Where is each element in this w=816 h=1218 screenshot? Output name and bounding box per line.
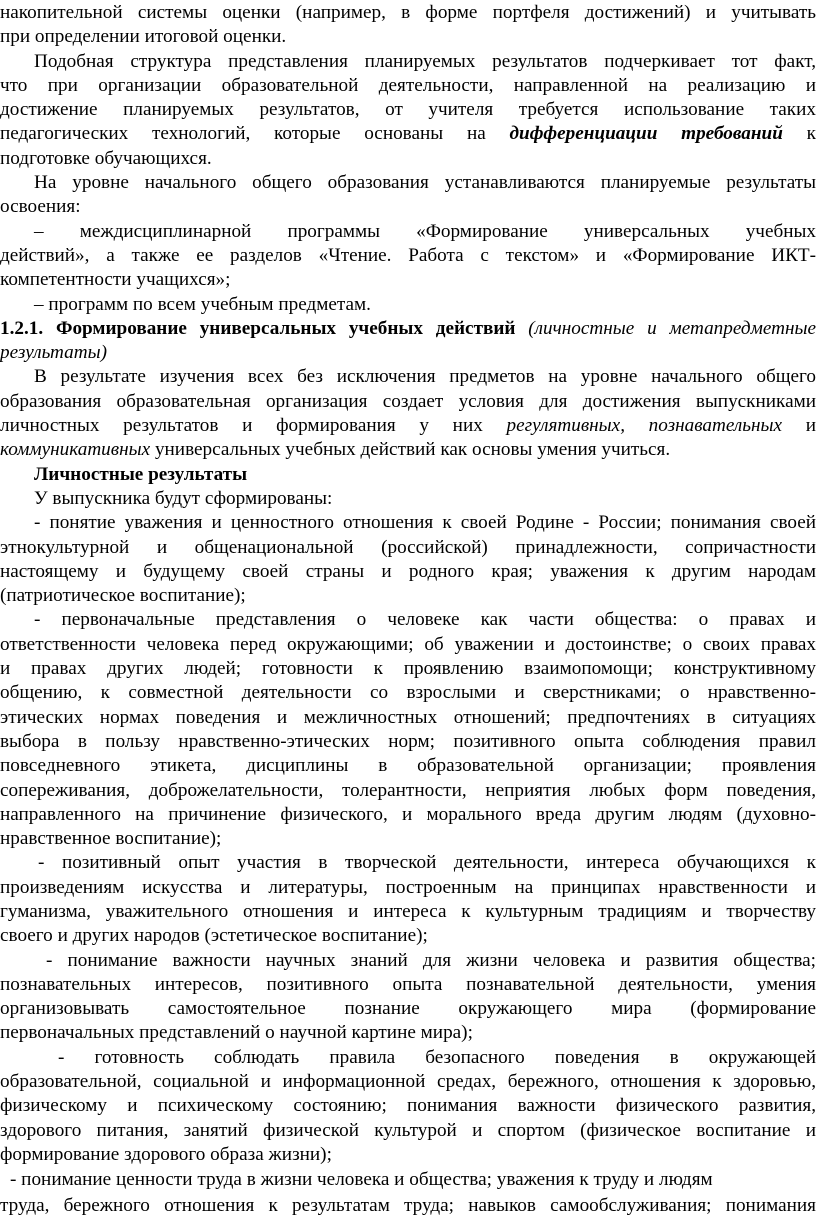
bold-italic-text: дифференциации требований [509, 123, 783, 145]
text-line [0, 997, 816, 1021]
text-line [0, 536, 816, 560]
text-line [0, 851, 816, 875]
text-run: - первоначальные представления о человеке как части общества: о правах и [34, 609, 816, 631]
text-run [515, 318, 528, 339]
text-line [0, 98, 816, 122]
text-run: – междисциплинарной программы «Формирование универсальных учебных [34, 220, 816, 242]
text-run: педагогических технологий, которые основаны на [0, 123, 510, 145]
text-line [0, 50, 816, 74]
text-line [0, 1046, 816, 1070]
text-run: своего и других народов (эстетическое воспитание); [0, 925, 428, 947]
text-line [0, 706, 816, 730]
text-run: и [782, 415, 816, 437]
text-line [0, 900, 816, 924]
text-line [0, 1021, 816, 1045]
text-line [0, 1094, 816, 1118]
italic-text: коммуникативных [0, 439, 151, 461]
text-line [0, 293, 816, 317]
text-run: - понимание ценности труда в жизни человека и общества; уважения к труду и людям [10, 1169, 713, 1191]
bold-text: 1.2.1. Формирование универсальных учебных действий [0, 317, 516, 339]
text-run: общению, к совместной деятельности со взрослыми и сверстниками; о нравственно- [0, 682, 816, 704]
text-run: действий», а также ее разделов «Чтение. Работа с текстом» и «Формирование ИКТ- [0, 244, 816, 266]
text-line [0, 195, 816, 219]
text-line [0, 876, 816, 900]
text-line [0, 608, 816, 632]
text-line [0, 511, 816, 535]
text-run: организовывать самостоятельное познание окружающего мира (формирование [0, 998, 816, 1020]
italic-text: результаты) [0, 342, 107, 364]
text-run: У выпускника будут сформированы: [34, 487, 333, 509]
text-line [0, 730, 816, 754]
document-body [0, 1, 816, 1218]
text-line [0, 584, 816, 608]
text-line [0, 1168, 816, 1192]
text-line [0, 1119, 816, 1143]
text-run: (патриотическое воспитание); [0, 585, 246, 607]
text-run: образования образовательная организация создает условия для достижения выпускниками [0, 390, 816, 412]
text-line [0, 25, 816, 49]
text-line [0, 171, 816, 195]
text-run: ответственности человека перед окружающими; об уважении и достоинстве; о своих правах [0, 633, 816, 655]
text-line [0, 365, 816, 389]
text-run: - понятие уважения и ценностного отношения к своей Родине - России; понимания своей [34, 512, 816, 534]
text-line [0, 74, 816, 98]
text-line [0, 754, 816, 778]
text-run: На уровне начального общего образования устанавливаются планируемые результаты [34, 172, 816, 194]
text-run: - позитивный опыт участия в творческой деятельности, интереса обучающихся к [38, 852, 816, 874]
text-line [0, 973, 816, 997]
text-run: подготовке обучающихся. [0, 147, 212, 169]
text-line [0, 463, 816, 487]
text-line [0, 487, 816, 511]
text-run: гуманизма, уважительного отношения и интереса к культурным традициям и творчеству [0, 900, 816, 922]
text-run: физическому и психическому состоянию; понимания важности физического развития, [0, 1095, 816, 1117]
text-run: - понимание важности научных знаний для жизни человека и развития общества; [46, 949, 816, 971]
text-line [0, 1070, 816, 1094]
text-run: здорового питания, занятий физической культурой и спортом (физическое воспитание и [0, 1119, 816, 1141]
text-line [0, 122, 816, 146]
text-line [0, 924, 816, 948]
text-line [0, 1194, 816, 1218]
text-line [0, 803, 816, 827]
text-line [0, 244, 816, 268]
text-line [0, 560, 816, 584]
text-line [0, 1143, 816, 1167]
text-run: образовательной, социальной и информационной средах, бережного, отношения к здоровью, [0, 1071, 816, 1093]
text-run: выбора в пользу нравственно-этических норм; позитивного опыта соблюдения правил [0, 730, 816, 752]
text-run: и правах других людей; готовности к проявлению взаимопомощи; конструктивному [0, 658, 816, 680]
text-run: В результате изучения всех без исключения предметов на уровне начального общего [34, 366, 816, 388]
text-run: этических нормах поведения и межличностных отношений; предпочтениях в ситуациях [0, 706, 816, 728]
text-run: произведениям искусства и литературы, построенным на принципах нравственности и [0, 876, 816, 898]
text-line [0, 827, 816, 851]
text-line [0, 317, 816, 341]
text-run: направленного на причинение физического, и морального вреда другим людям (духовно- [0, 803, 816, 825]
text-line [0, 438, 816, 462]
text-line [0, 779, 816, 803]
text-line [0, 657, 816, 681]
bold-text: Личностные результаты [34, 463, 248, 485]
text-run: труда, бережного отношения к результатам труда; навыков самообслуживания; понимания [0, 1194, 816, 1216]
text-run: - готовность соблюдать правила безопасного поведения в окружающей [58, 1046, 816, 1068]
text-run: к [782, 123, 816, 145]
text-line [0, 681, 816, 705]
text-run: личностных результатов и формирования у них [0, 415, 507, 437]
text-run: этнокультурной и общенациональной (российской) принадлежности, сопричастности [0, 536, 816, 558]
text-run: нравственное воспитание); [0, 828, 222, 850]
text-run: сопереживания, доброжелательности, толерантности, неприятия любых форм поведения, [0, 779, 816, 801]
text-run: формирование здорового образа жизни); [0, 1143, 332, 1165]
text-run: что при организации образовательной деятельности, направленной на реализацию и [0, 74, 816, 96]
text-line [0, 390, 816, 414]
text-run: Подобная структура представления планируемых результатов подчеркивает тот факт, [34, 50, 816, 72]
text-line [0, 633, 816, 657]
text-run: – программ по всем учебным предметам. [34, 293, 371, 315]
text-run: первоначальных представлений о научной картине мира); [0, 1022, 473, 1044]
text-line [0, 949, 816, 973]
italic-text: (личностные и метапредметные [528, 317, 816, 339]
text-run: универсальных учебных действий как основы умения учиться. [150, 439, 671, 461]
text-run: настоящему и будущему своей страны и родного края; уважения к другим народам [0, 560, 816, 582]
text-line [0, 220, 816, 244]
text-line [0, 341, 816, 365]
text-line [0, 147, 816, 171]
italic-text: регулятивных, познавательных [506, 415, 783, 437]
text-run: познавательных интересов, позитивного опыта познавательной деятельности, умения [0, 973, 816, 995]
text-run: при определении итоговой оценки. [0, 26, 287, 48]
text-line [0, 414, 816, 438]
text-line [0, 1, 816, 25]
text-run: компетентности учащихся»; [0, 269, 231, 291]
text-run: накопительной системы оценки (например, в форме портфеля достижений) и учитывать [0, 2, 816, 23]
text-line [0, 268, 816, 292]
text-run: повседневного этикета, дисциплины в образовательной организации; проявления [0, 755, 816, 777]
text-run: освоения: [0, 196, 81, 218]
text-run: достижение планируемых результатов, от учителя требуется использование таких [0, 99, 816, 121]
